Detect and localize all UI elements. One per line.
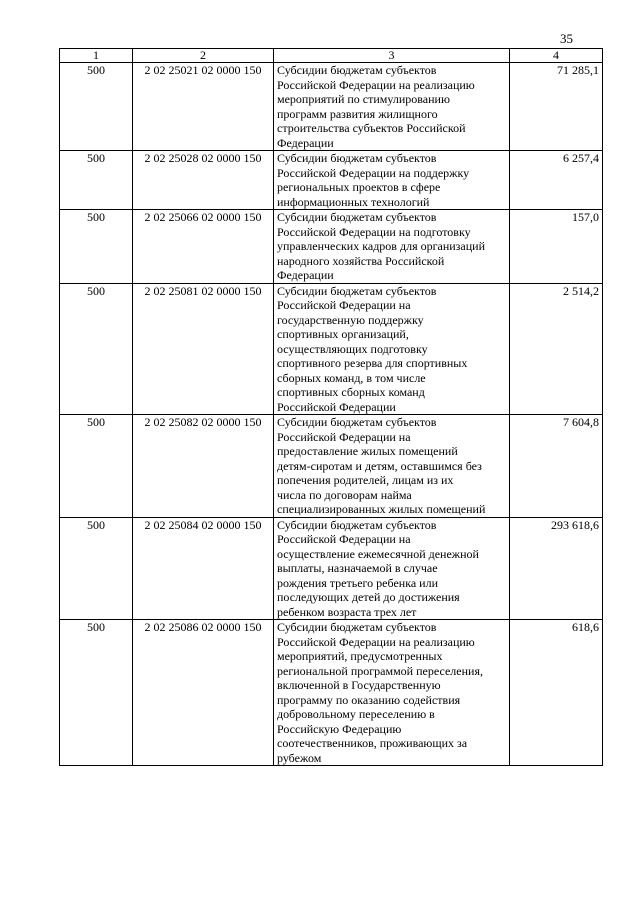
description-line: Субсидии бюджетам субъектов	[277, 283, 437, 298]
amount-cell: 71 285,1	[510, 63, 603, 151]
description-line: Субсидии бюджетам субъектов	[277, 63, 437, 77]
column-header-2: 2	[133, 49, 274, 63]
description-line: Российской Федерации на поддержку	[277, 165, 470, 180]
description-line: спортивного резерва для спортивных	[277, 356, 468, 370]
description-line: спортивных организаций,	[277, 327, 409, 341]
description-line: программ развития жилищного	[277, 106, 438, 121]
description-line: специализированных жилых помещений	[277, 502, 486, 516]
description-line: Федерации	[277, 135, 334, 150]
admin-code-cell: 500	[60, 517, 133, 620]
description-cell	[274, 620, 510, 766]
description-cell	[274, 517, 510, 620]
description-line: Субсидии бюджетам субъектов	[277, 517, 437, 532]
amount-cell: 293 618,6	[510, 517, 603, 620]
table-row	[60, 210, 603, 284]
description-line: управленческих кадров для организаций	[277, 239, 486, 253]
amount-cell: 7 604,8	[510, 415, 603, 518]
budget-classification-code-cell: 2 02 25028 02 0000 150	[133, 151, 274, 210]
description-line: спортивных сборных команд	[277, 385, 425, 399]
amount-cell: 6 257,4	[510, 151, 603, 210]
description-cell	[274, 151, 510, 210]
table-row	[60, 620, 603, 766]
description-line: детям-сиротам и детям, оставшимся без	[277, 458, 482, 473]
table-header-row	[60, 49, 603, 63]
table-row	[60, 415, 603, 518]
description-cell	[274, 283, 510, 415]
table-row	[60, 517, 603, 620]
description-line: Российской Федерации на	[277, 532, 411, 546]
description-line: соотечественников, проживающих за	[277, 736, 468, 750]
admin-code-cell: 500	[60, 63, 133, 151]
description-line: Субсидии бюджетам субъектов	[277, 620, 437, 634]
description-line: региональной программой переселения,	[277, 663, 483, 678]
description-line: мероприятий по стимулированию	[277, 92, 450, 106]
description-line: осуществление ежемесячной денежной	[277, 546, 479, 561]
budget-classification-code-cell: 2 02 25081 02 0000 150	[133, 283, 274, 415]
admin-code-cell: 500	[60, 415, 133, 518]
budget-classification-code-cell: 2 02 25082 02 0000 150	[133, 415, 274, 518]
description-line: добровольному переселению в	[277, 707, 435, 721]
budget-classification-code-cell: 2 02 25086 02 0000 150	[133, 620, 274, 766]
amount-cell: 157,0	[510, 210, 603, 284]
description-line: попечения родителей, лицам из их	[277, 473, 454, 487]
description-line: мероприятий, предусмотренных	[277, 649, 443, 663]
description-cell	[274, 63, 510, 151]
description-line: ребенком возраста трех лет	[277, 604, 417, 619]
table-row	[60, 63, 603, 151]
description-line: Российскую Федерацию	[277, 721, 402, 736]
description-line: Российской Федерации	[277, 399, 396, 414]
description-line: Субсидии бюджетам субъектов	[277, 210, 437, 224]
description-line: Российской Федерации на подготовку	[277, 224, 471, 239]
admin-code-cell: 500	[60, 151, 133, 210]
description-line: числа по договорам найма	[277, 487, 412, 502]
column-header-4: 4	[510, 49, 603, 63]
admin-code-cell: 500	[60, 620, 133, 766]
description-line: последующих детей до достижения	[277, 590, 460, 604]
column-header-1: 1	[60, 49, 133, 63]
budget-classification-code-cell: 2 02 25084 02 0000 150	[133, 517, 274, 620]
description-line: народного хозяйства Российской	[277, 253, 445, 268]
description-line: информационных технологий	[277, 194, 430, 209]
description-line: предоставление жилых помещений	[277, 444, 458, 458]
description-line: Субсидии бюджетам субъектов	[277, 415, 437, 429]
description-line: выплаты, назначаемой в случае	[277, 561, 438, 575]
admin-code-cell: 500	[60, 283, 133, 415]
budget-classification-code-cell: 2 02 25066 02 0000 150	[133, 210, 274, 284]
amount-cell: 2 514,2	[510, 283, 603, 415]
description-cell	[274, 415, 510, 518]
description-line: Субсидии бюджетам субъектов	[277, 151, 437, 165]
description-line: включенной в Государственную	[277, 678, 441, 692]
amount-cell: 618,6	[510, 620, 603, 766]
description-line: строительства субъектов Российской	[277, 121, 466, 135]
description-line: осуществляющих подготовку	[277, 341, 428, 356]
description-cell	[274, 210, 510, 284]
budget-classification-code-cell: 2 02 25021 02 0000 150	[133, 63, 274, 151]
description-line: Российской Федерации на реализацию	[277, 634, 475, 649]
description-line: Российской Федерации на реализацию	[277, 77, 475, 92]
description-line: программу по оказанию содействия	[277, 692, 461, 707]
admin-code-cell: 500	[60, 210, 133, 284]
description-line: рождения третьего ребенка или	[277, 575, 438, 590]
description-line: региональных проектов в сфере	[277, 180, 441, 194]
column-header-3: 3	[274, 49, 510, 63]
table-row	[60, 283, 603, 415]
page-number: 35	[560, 31, 573, 46]
description-line: Российской Федерации на	[277, 298, 411, 312]
table-row	[60, 151, 603, 210]
description-line: государственную поддержку	[277, 312, 424, 327]
description-line: сборных команд, в том числе	[277, 370, 426, 385]
description-line: рубежом	[277, 750, 322, 765]
description-line: Российской Федерации на	[277, 429, 411, 444]
budget-table	[59, 48, 603, 766]
description-line: Федерации	[277, 268, 334, 282]
